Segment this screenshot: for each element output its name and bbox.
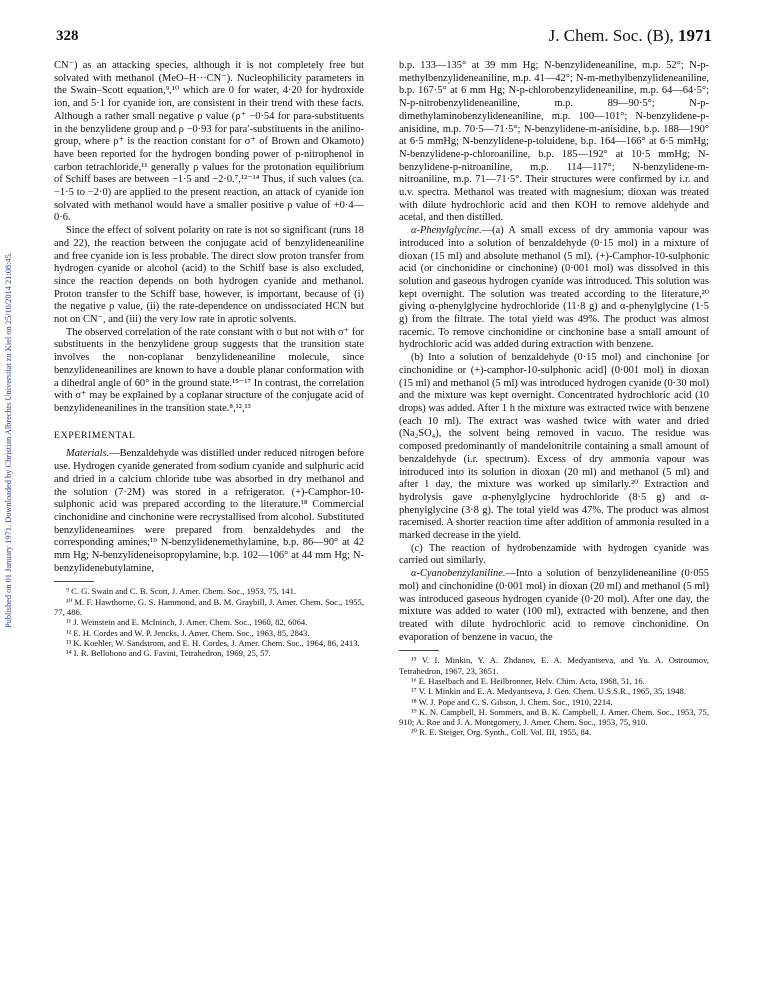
footnote: ²⁰ R. E. Steiger, Org. Synth., Coll. Vol. III, 1955, 84. [411, 727, 592, 738]
paragraph-text: —Into a solution of benzylideneaniline (0·055 mol) and cinchonidine (0·001 mol) in dioxan (20 ml) and methanol (5 ml) was introduced gaseous hydrogen cyanide (0·20 mol). After one day, the mixture was added to water (100 ml), extracted with benzene, and then treated with dilute hydrochloric acid to remove cinchonidine. On evaporation of benzene in vacuo, the [399, 568, 709, 643]
section-heading: EXPERIMENTAL [54, 429, 136, 441]
journal-year: 1971 [678, 26, 712, 45]
footnote: ¹³ K. Koehler, W. Sandstrom, and E. H. Cordes, J. Amer. Chem. Soc., 1964, 86, 2413. [66, 637, 360, 648]
footnote: ¹⁸ W. J. Pope and C. S. Gibson, J. Chem. Soc., 1910, 2214. [411, 696, 613, 707]
footnote: ⁹ C. G. Swain and C. B. Scott, J. Amer. Chem. Soc., 1953, 75, 141. [66, 586, 297, 597]
paragraph: (c) The reaction of hydrobenzamide with hydrogen cyanide was carried out similarly. [399, 542, 709, 567]
footnote: ¹⁶ E. Haselbach and E. Heilbronner, Helv. Chim. Acta, 1968, 51, 16. [411, 675, 645, 686]
footnote: ¹¹ J. Weinstein and E. McIninch, J. Amer. Chem. Soc., 1960, 82, 6064. [66, 617, 308, 628]
page-header [52, 22, 712, 48]
journal-name: J. Chem. Soc. (B), [548, 26, 678, 45]
footnote: ¹⁴ I. R. Bellobono and G. Favini, Tetrahedron, 1969, 25, 57. [66, 648, 271, 659]
paragraph-text: —(a) A small excess of dry ammonia vapour was introduced into a solution of benzaldehyde (0·15 mol) in a mixture of dioxan (15 ml) and absolute methanol (5 ml). (+)-Camphor-10-sulphonic acid (or cinchonidine or cinchonine) (0·001 mol) was dissolved in this solution and gaseous hydrogen cyanide was introduced. This solution was kept overnight. The solution was treated according to the literature,²⁰ giving α-phenylglycine hydrochloride (11·8 g) and α-phenylglycine (1·5 g) from the filtrate. The total yield was 49%. The product was almost racemic. To remove cinchonidine or cinchonine base a small amount of hydrochloric acid was added during extraction with benzene. [399, 225, 709, 351]
footnote: ¹⁵ V. I. Minkin, Y. A. Zhdanov, E. A. Medyantseva, and Yu. A. Ostroumov, Tetrahedron, 1967, 23, 3651. [399, 655, 709, 676]
journal-citation [549, 26, 712, 46]
footnotes-right [399, 655, 709, 737]
footnote: ¹⁷ V. I. Minkin and E. A. Medyantseva, J. Gen. Chem. U.S.S.R., 1965, 35, 1948. [411, 686, 686, 697]
paragraph [399, 225, 709, 352]
page-number: 328 [56, 28, 79, 44]
subsection-label: α-Phenylglycine. [411, 225, 482, 237]
paragraph [399, 568, 709, 644]
paragraph: The observed correlation of the rate constant with σ but not with σ⁺ for substituents in the benzylidene group suggests that the transition state involves the non-coplanar benzylideneaniline molecule, since benzylideneanilines are known to have a double planar conformation with a dihedral angle of 60° in the ground state.¹⁵⁻¹⁷ In contrast, the correlation with σ⁺ may be explained by a coplanar structure of the conjugate acid of benzylideneanilines in the transition state.⁸,¹²,¹³ [54, 326, 364, 414]
subsection-label: Materials. [66, 448, 110, 460]
paragraph: (b) Into a solution of benzaldehyde (0·15 mol) and cinchonine [or cinchonidine or (+)-camphor-10-sulphonic acid] (0·001 mol) in dioxan (15 ml) and methanol (5 ml) was introduced hydrogen cyanide (0·30 mol) and the mixture was kept overnight. Concentrated hydrochloric acid (10 drops) was added. After 1 h the mixture was extracted twice with benzene (each 10 ml). The extract was washed twice with water and dried (Na₂SO₄), the solvent being removed in vacuo. The residue was composed predominantly of mandelonitrile containing a small amount of benzaldehyde (i.r. spectrum). Excess of dry ammonia vapour was introduced into its solution in dioxan (20 ml) and methanol (5 ml) and after 1 day, the mixture was worked up similarly.²⁰ Extraction and hydrolysis gave α-phenylglycine hydrochloride (8·5 g) and α-phenylglycine (3·8 g). The total yield was 47%. The product was almost racemised. A shorter reaction time after addition of ammonia resulted in a marked decrease in the yield. [399, 352, 709, 542]
footnote: ¹⁰ M. F. Hawthorne, G. S. Hammond, and B. M. Graybill, J. Amer. Chem. Soc., 1955, 77, 486. [54, 596, 364, 618]
paragraph [54, 448, 364, 575]
subsection-label: α-Cyanobenzylaniline. [411, 568, 506, 580]
footnote-divider [399, 650, 439, 651]
footnote-divider [54, 581, 94, 582]
paragraph-text: —Benzaldehyde was distilled under reduced nitrogen before use. Hydrogen cyanide generated from sodium cyanide and sulphuric acid and dried in a calcium chloride tube was absorbed in dry methanol and the solution (7·2M) was stored in a refrigerator. (+)-Camphor-10-sulphonic acid was prepared according to the literature.¹⁸ Commercial cinchonidine and cinchonine were recrystallised from alcohol. Substituted benzylideneamines were prepared from benzaldehydes and the corresponding amines;¹⁹ N-benzylidenemethylamine, b.p. 86—90° at 42 mm Hg; N-benzylideneisopropylamine, b.p. 102—106° at 44 mm Hg; N-benzylidenebutylamine, [54, 448, 364, 574]
left-column [54, 60, 364, 659]
paragraph: Since the effect of solvent polarity on rate is not so significant (runs 18 and 22), the reaction between the conjugate acid of benzylideneaniline and free cyanide ion is less probable. The direct slow proton transfer from hydrogen cyanide or alcohol (acid) to the Schiff base is also excluded, since the reaction depends on both hydrogen cyanide and methanol. Proton transfer to the Schiff base, however, is important, because of (i) the negative ρ value, (ii) the rate-dependence on undissociated HCN but not on CN⁻, and (iii) the very low rate in aprotic solvents. [54, 225, 364, 326]
footnotes-left [54, 586, 364, 658]
download-notice: Published on 01 January 1971. Downloaded by Christian Albrechts Universitat zu Kiel on 25/10/2014 21:08:45. [4, 252, 13, 628]
right-column [399, 60, 709, 738]
footnote: ¹⁹ K. N. Campbell, H. Sommers, and B. K. Campbell, J. Amer. Chem. Soc., 1953, 75, 910; A. Roe and J. A. Montgomery, J. Amer. Chem. Soc., 1953, 75, 910. [399, 706, 709, 728]
paragraph: b.p. 133—135° at 39 mm Hg; N-benzylideneaniline, m.p. 52°; N-p-methylbenzylideneaniline, m.p. 41—42°; N-m-methylbenzylideneaniline, b.p. 167·5° at 6 mm Hg; N-p-chlorobenzylideneaniline, m.p. 64—64·5°; N-p-nitrobenzylideneaniline, m.p. 89—90·5°; N-p-dimethylaminobenzylideneaniline, m.p. 100—101°; N-benzylidene-p-anisidine, m.p. 70·5—71·5°; N-benzylidene-m-anisidine, b.p. 188—190° at 6·5 mmHg; N-benzylidene-p-toluidene, b.p. 164—166° at 6·5 mmHg; N-benzylidene-p-chloroaniline, b.p. 185—192° at 10·5 mmHg; N-benzylidene-p-nitroaniline, m.p. 114—117°; N-benzylidene-m-nitroaniline, m.p. 71—71·5°. Their structures were confirmed by i.r. and u.v. spectra. Methanol was treated with magnesium; dioxan was treated with dilute hydrochloric acid and then KOH to remove aldehyde and acetal, and then distilled. [399, 60, 709, 224]
footnote: ¹² E. H. Cordes and W. P. Jencks, J. Amer. Chem. Soc., 1963, 85, 2843. [66, 627, 310, 638]
paragraph: CN⁻) as an attacking species, although it is not completely free but solvated with methanol (MeO–H···CN⁻). Nucleophilicity parameters in the Swain–Scott equation,⁹,¹⁰ which are 0 for water, 4·20 for hydroxide ion, and 5·1 for cyanide ion, are consistent in their trend with these facts. Although a rather small negative ρ value (ρ⁺ −0·54 for para-substituents in the benzylidene group and ρ −0·93 for para′-substituents in the anilino-group, where ρ⁺ is the reaction constant for σ⁺ of Brown and Okamoto) have been reported for the hydrogen bonding power of p-nitrophenol in carbon tetrachloride,¹¹ generally ρ values for the protonation equilibrium of Schiff bases are between −1·5 and −2·0.⁷,¹²⁻¹⁴ Thus, if such values (ca. −1·5 to −2·0) are applied to the present reaction, an attack of cyanide ion solvated with methanol would have a smaller positive ρ value of +0·4—0·6. [54, 60, 364, 224]
